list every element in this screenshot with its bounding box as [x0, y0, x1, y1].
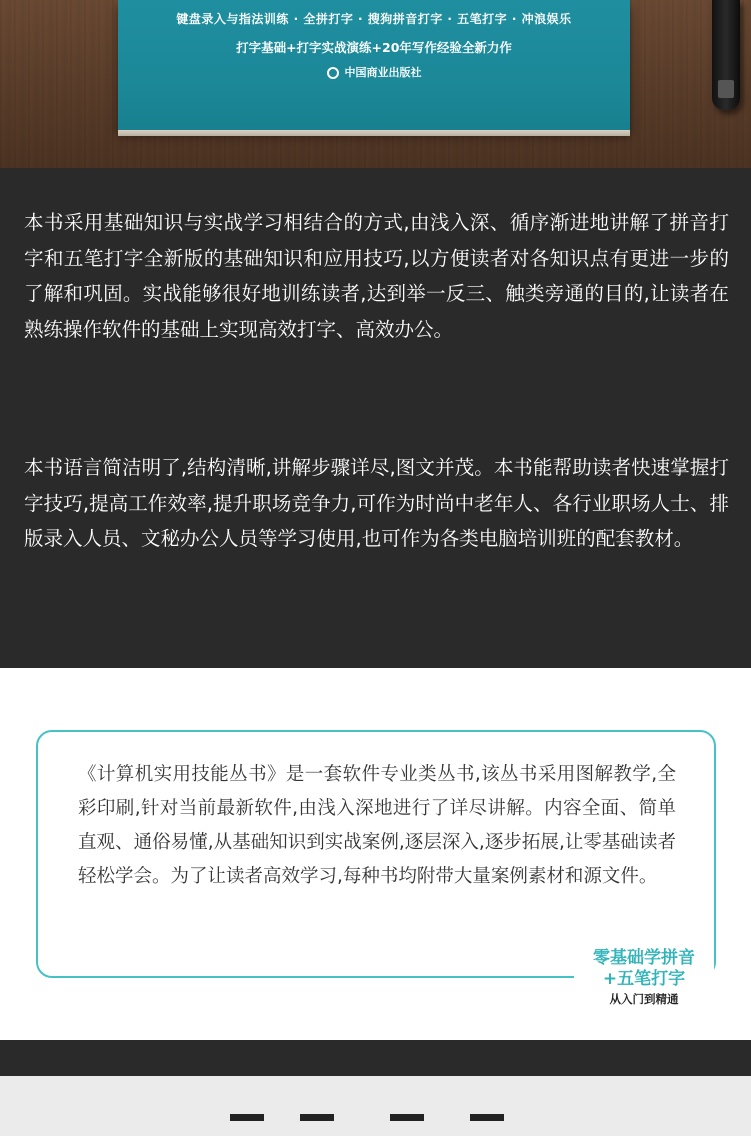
series-info-text: 《计算机实用技能丛书》是一套软件专业类丛书,该丛书采用图解教学,全彩印刷,针对当前最新软件,由浅入深地进行了详尽讲解。内容全面、简单直观、通俗易懂,从基础知识到实战案例,逐层深入,逐步拓展,让零基础读者轻松学会。为了让读者高效学习,每种书均附带大量案例素材和源文件。 — [78, 764, 676, 887]
book-page-edge — [118, 130, 630, 136]
section-divider — [0, 1040, 751, 1076]
book-title-badge — [574, 948, 714, 1008]
publisher-logo-icon — [327, 67, 339, 79]
glyph-fragment — [300, 1114, 334, 1136]
description-section — [0, 168, 751, 668]
glyph-fragment — [230, 1114, 264, 1136]
pen-clip — [718, 80, 734, 98]
cover-topics: 键盘录入与指法训练 · 全拼打字 · 搜狗拼音打字 · 五笔打字 · 冲浪娱乐 — [176, 12, 572, 26]
cropped-heading-glyphs — [230, 1114, 530, 1136]
badge-title-line1: 零基础学拼音 — [593, 948, 695, 968]
glyph-fragment — [470, 1114, 504, 1136]
publisher-name: 中国商业出版社 — [344, 66, 422, 79]
badge-subtitle: 从入门到精通 — [609, 992, 679, 1006]
book-cover — [118, 0, 630, 130]
cover-publisher — [118, 64, 630, 80]
glyph-fragment — [390, 1114, 424, 1136]
description-paragraph-2: 本书语言简洁明了,结构清晰,讲解步骤详尽,图文并茂。本书能帮助读者快速掌握打字技巧,提高工作效率,提升职场竞争力,可作为时尚中老年人、各行业职场人士、排版录入人员、文秘办公人员等学习使用,也可作为各类电脑培训班的配套教材。 — [24, 456, 729, 550]
badge-title-line2: +五笔打字 — [602, 969, 686, 989]
description-paragraph-1: 本书采用基础知识与实战学习相结合的方式,由浅入深、循序渐进地讲解了拼音打字和五笔打字全新版的基础知识和应用技巧,以方便读者对各知识点有更进一步的了解和巩固。实战能够很好地训练读者,达到举一反三、触类旁通的目的,让读者在熟练操作软件的基础上实现高效打字、高效办公。 — [24, 211, 729, 341]
next-section-top — [0, 1076, 751, 1136]
series-info-box — [36, 730, 716, 978]
cover-subtitle: 打字基础+打字实战演练+20年写作经验全新力作 — [236, 40, 512, 55]
book-photo — [0, 0, 751, 168]
